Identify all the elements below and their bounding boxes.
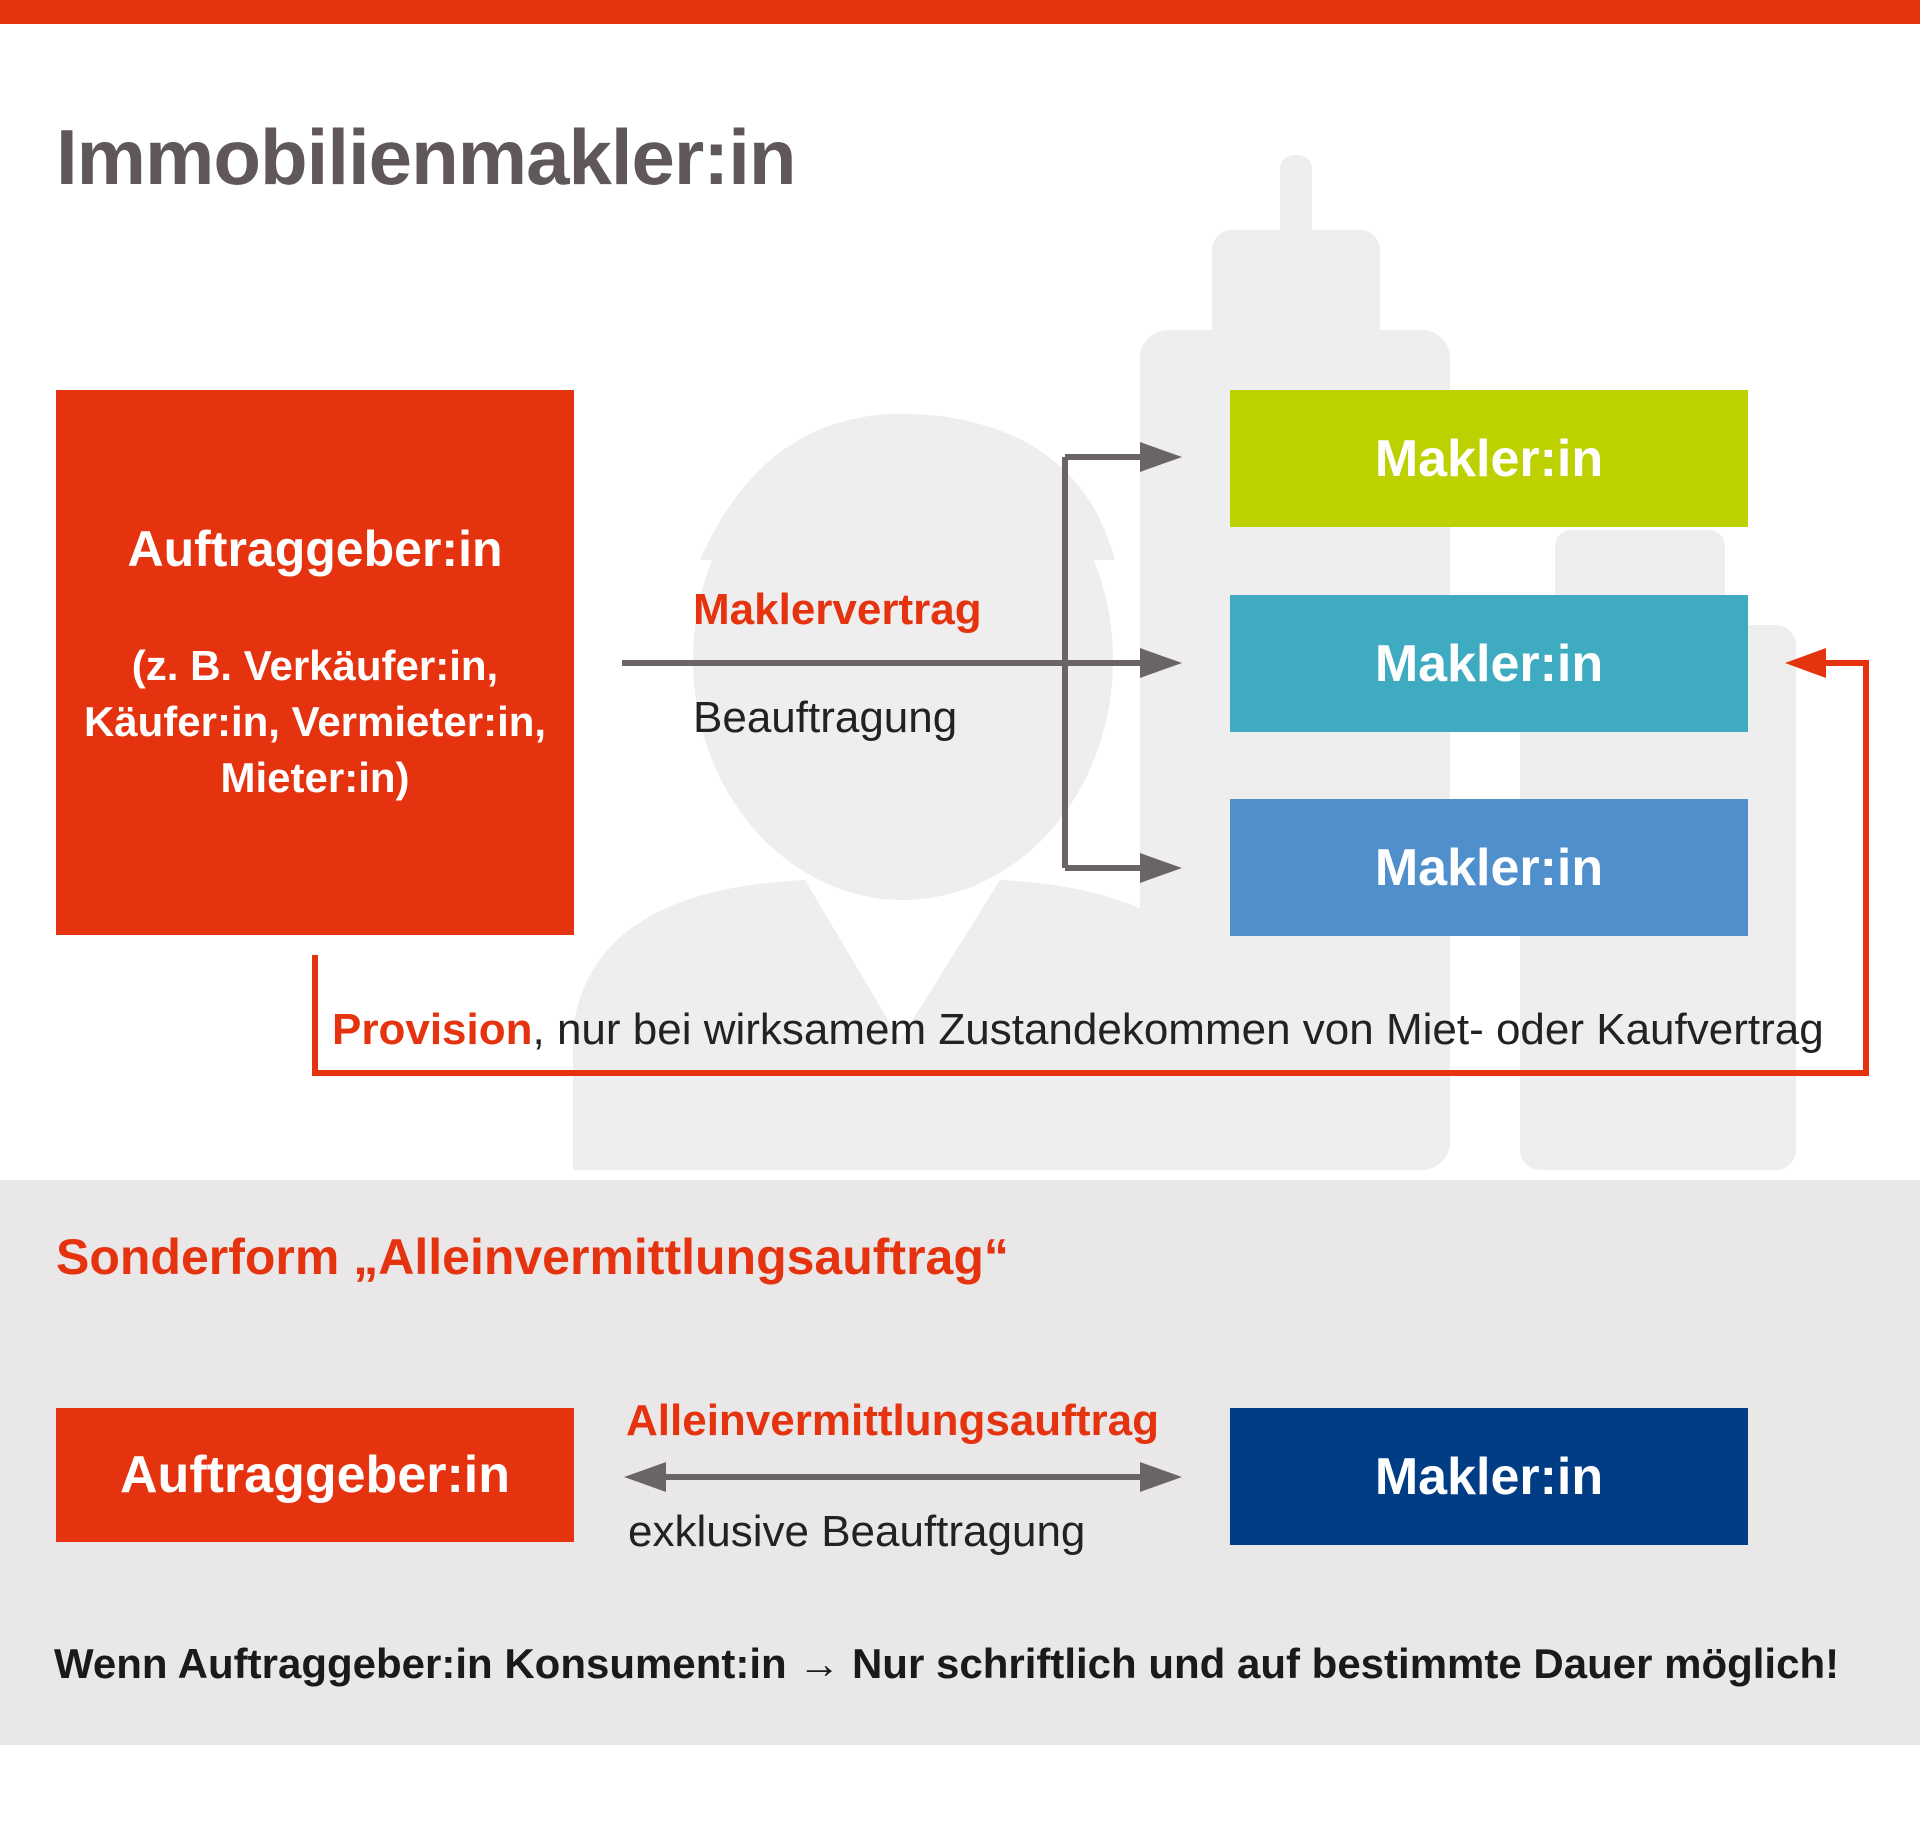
client-example-line: Mieter:in) [220, 753, 410, 801]
client-example-line: (z. B. Verkäufer:in, [131, 641, 499, 689]
contract-sublabel: Beauftragung [693, 693, 958, 742]
provision-arrowhead [1785, 648, 1826, 678]
provision-text [332, 1005, 1824, 1055]
broker-box-teal: Makler:in [1230, 595, 1748, 732]
arrowhead-bottom [1140, 853, 1182, 883]
special-form-heading: Sonderform „Alleinvermittlungsauftrag“ [56, 1229, 1009, 1285]
exclusive-contract-sublabel: exklusive Beauftragung [628, 1507, 1086, 1556]
provision-condition: , nur bei wirksamem Zustandekommen von Miet- oder Kaufvertrag [532, 1005, 1824, 1054]
page-title: Immobilienmakler:in [56, 113, 796, 201]
client-box-exclusive: Auftraggeber:in [56, 1408, 574, 1542]
exclusive-contract-label: Alleinvermittlungsauftrag [626, 1396, 1159, 1445]
arrowhead-right [1140, 1462, 1182, 1492]
client-example-line: Käufer:in, Vermieter:in, [83, 697, 547, 745]
provision-word: Provision [332, 1005, 533, 1054]
arrowhead-top [1140, 442, 1182, 472]
arrowhead-middle [1140, 648, 1182, 678]
broker-box-exclusive: Makler:in [1230, 1408, 1748, 1545]
broker-box-blue: Makler:in [1230, 799, 1748, 936]
arrowhead-left [624, 1462, 666, 1492]
contract-label: Maklervertrag [693, 585, 982, 634]
consumer-note: Wenn Auftraggeber:in Konsument:in → Nur schriftlich und auf bestimmte Dauer möglich! [54, 1640, 1840, 1687]
client-title: Auftraggeber:in [127, 520, 503, 577]
broker-box-green: Makler:in [1230, 390, 1748, 527]
